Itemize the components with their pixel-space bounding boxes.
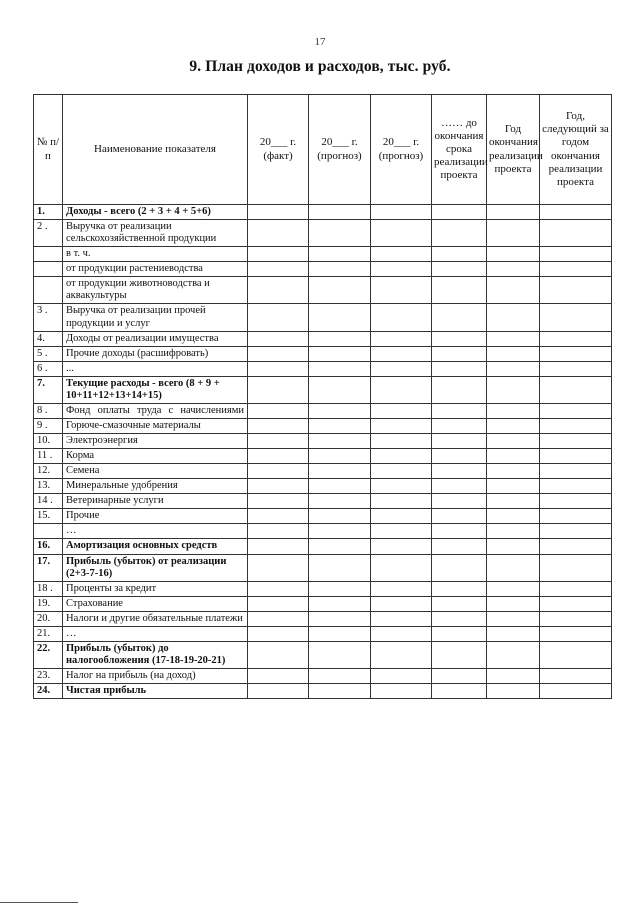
value-cell-year-forecast-2[interactable] xyxy=(371,524,432,539)
value-cell-year-forecast-1[interactable] xyxy=(309,361,371,376)
value-cell-until-project-end[interactable] xyxy=(432,434,487,449)
value-cell-year-forecast-2[interactable] xyxy=(371,376,432,403)
value-cell-year-fact[interactable] xyxy=(248,376,309,403)
value-cell-project-end-year[interactable] xyxy=(487,494,540,509)
value-cell-year-after-end[interactable] xyxy=(540,539,612,554)
value-cell-until-project-end[interactable] xyxy=(432,669,487,684)
value-cell-year-fact[interactable] xyxy=(248,331,309,346)
value-cell-project-end-year[interactable] xyxy=(487,331,540,346)
value-cell-year-after-end[interactable] xyxy=(540,376,612,403)
table-row xyxy=(34,596,612,611)
table-row xyxy=(34,581,612,596)
row-number: 18 . xyxy=(34,581,63,596)
value-cell-until-project-end[interactable] xyxy=(432,494,487,509)
value-cell-until-project-end[interactable] xyxy=(432,346,487,361)
value-cell-year-forecast-2[interactable] xyxy=(371,509,432,524)
value-cell-year-forecast-1[interactable] xyxy=(309,277,371,304)
value-cell-year-forecast-1[interactable] xyxy=(309,376,371,403)
row-number xyxy=(34,277,63,304)
value-cell-until-project-end[interactable] xyxy=(432,596,487,611)
value-cell-year-fact[interactable] xyxy=(248,403,309,418)
value-cell-year-forecast-2[interactable] xyxy=(371,479,432,494)
value-cell-year-after-end[interactable] xyxy=(540,205,612,220)
row-number xyxy=(34,524,63,539)
table-row xyxy=(34,684,612,699)
value-cell-year-after-end[interactable] xyxy=(540,403,612,418)
row-number: 7. xyxy=(34,376,63,403)
row-number: 4. xyxy=(34,331,63,346)
value-cell-year-forecast-2[interactable] xyxy=(371,684,432,699)
table-row xyxy=(34,277,612,304)
value-cell-year-fact[interactable] xyxy=(248,611,309,626)
value-cell-until-project-end[interactable] xyxy=(432,262,487,277)
value-cell-until-project-end[interactable] xyxy=(432,403,487,418)
table-body xyxy=(34,205,612,699)
row-indicator-name: Электроэнергия xyxy=(63,434,248,449)
row-number: 20. xyxy=(34,611,63,626)
value-cell-year-forecast-1[interactable] xyxy=(309,418,371,433)
value-cell-project-end-year[interactable] xyxy=(487,669,540,684)
value-cell-year-after-end[interactable] xyxy=(540,554,612,581)
row-indicator-name: Горюче-смазочные материалы xyxy=(63,418,248,433)
value-cell-year-forecast-2[interactable] xyxy=(371,494,432,509)
value-cell-year-after-end[interactable] xyxy=(540,464,612,479)
value-cell-year-after-end[interactable] xyxy=(540,262,612,277)
table-row xyxy=(34,449,612,464)
value-cell-project-end-year[interactable] xyxy=(487,449,540,464)
value-cell-year-after-end[interactable] xyxy=(540,524,612,539)
value-cell-until-project-end[interactable] xyxy=(432,449,487,464)
row-indicator-name: Прибыль (убыток) от реализации (2+3-7-16) xyxy=(63,554,248,581)
value-cell-year-forecast-2[interactable] xyxy=(371,554,432,581)
value-cell-year-fact[interactable] xyxy=(248,509,309,524)
value-cell-project-end-year[interactable] xyxy=(487,418,540,433)
row-indicator-name: Минеральные удобрения xyxy=(63,479,248,494)
table-row xyxy=(34,418,612,433)
value-cell-project-end-year[interactable] xyxy=(487,205,540,220)
value-cell-year-fact[interactable] xyxy=(248,479,309,494)
row-number: 8 . xyxy=(34,403,63,418)
value-cell-year-forecast-2[interactable] xyxy=(371,331,432,346)
value-cell-year-forecast-2[interactable] xyxy=(371,247,432,262)
value-cell-year-after-end[interactable] xyxy=(540,331,612,346)
value-cell-year-fact[interactable] xyxy=(248,418,309,433)
value-cell-project-end-year[interactable] xyxy=(487,277,540,304)
value-cell-project-end-year[interactable] xyxy=(487,596,540,611)
row-indicator-name: Выручка от реализации прочей продукции и услуг xyxy=(63,304,248,331)
row-indicator-name: Текущие расходы - всего (8 + 9 + 10+11+12+13+14+15) xyxy=(63,376,248,403)
value-cell-year-forecast-1[interactable] xyxy=(309,262,371,277)
row-indicator-name: Прибыль (убыток) до налогообложения (17-18-19-20-21) xyxy=(63,641,248,668)
row-indicator-name: в т. ч. xyxy=(63,247,248,262)
value-cell-until-project-end[interactable] xyxy=(432,220,487,247)
row-indicator-name: Фонд оплаты труда с начислениями xyxy=(63,403,248,418)
value-cell-year-fact[interactable] xyxy=(248,449,309,464)
value-cell-year-forecast-2[interactable] xyxy=(371,581,432,596)
value-cell-project-end-year[interactable] xyxy=(487,509,540,524)
row-number: 24. xyxy=(34,684,63,699)
table-row xyxy=(34,494,612,509)
row-number: 22. xyxy=(34,641,63,668)
row-indicator-name: Чистая прибыль xyxy=(63,684,248,699)
value-cell-project-end-year[interactable] xyxy=(487,611,540,626)
value-cell-year-forecast-1[interactable] xyxy=(309,205,371,220)
value-cell-project-end-year[interactable] xyxy=(487,403,540,418)
value-cell-project-end-year[interactable] xyxy=(487,247,540,262)
value-cell-year-forecast-1[interactable] xyxy=(309,220,371,247)
row-indicator-name: … xyxy=(63,626,248,641)
value-cell-year-after-end[interactable] xyxy=(540,418,612,433)
value-cell-year-forecast-1[interactable] xyxy=(309,494,371,509)
value-cell-year-after-end[interactable] xyxy=(540,277,612,304)
value-cell-until-project-end[interactable] xyxy=(432,626,487,641)
row-indicator-name: … xyxy=(63,524,248,539)
value-cell-year-fact[interactable] xyxy=(248,277,309,304)
row-indicator-name: Корма xyxy=(63,449,248,464)
value-cell-project-end-year[interactable] xyxy=(487,684,540,699)
row-number: 21. xyxy=(34,626,63,641)
value-cell-year-fact[interactable] xyxy=(248,205,309,220)
header-name: Наименование показателя xyxy=(63,95,248,205)
value-cell-year-after-end[interactable] xyxy=(540,596,612,611)
value-cell-project-end-year[interactable] xyxy=(487,304,540,331)
table-row xyxy=(34,434,612,449)
row-number: 13. xyxy=(34,479,63,494)
value-cell-year-forecast-1[interactable] xyxy=(309,539,371,554)
value-cell-year-after-end[interactable] xyxy=(540,684,612,699)
header-until-project-end: …… до окончания срока реализации проекта xyxy=(432,95,487,205)
row-indicator-name: Налоги и другие обязательные платежи xyxy=(63,611,248,626)
row-number: 1. xyxy=(34,205,63,220)
value-cell-year-forecast-1[interactable] xyxy=(309,611,371,626)
value-cell-year-after-end[interactable] xyxy=(540,479,612,494)
value-cell-year-fact[interactable] xyxy=(248,684,309,699)
value-cell-year-forecast-1[interactable] xyxy=(309,669,371,684)
table-row xyxy=(34,524,612,539)
value-cell-year-after-end[interactable] xyxy=(540,220,612,247)
value-cell-year-forecast-1[interactable] xyxy=(309,524,371,539)
value-cell-year-forecast-2[interactable] xyxy=(371,434,432,449)
row-indicator-name: от продукции животноводства и аквакультуры xyxy=(63,277,248,304)
value-cell-project-end-year[interactable] xyxy=(487,626,540,641)
value-cell-year-after-end[interactable] xyxy=(540,247,612,262)
table-row xyxy=(34,611,612,626)
table-header-row xyxy=(34,95,612,205)
value-cell-until-project-end[interactable] xyxy=(432,464,487,479)
header-year-after-end: Год, следующий за годом окончания реализации проекта xyxy=(540,95,612,205)
value-cell-year-forecast-2[interactable] xyxy=(371,626,432,641)
value-cell-year-forecast-2[interactable] xyxy=(371,669,432,684)
table-row xyxy=(34,509,612,524)
header-project-end-year: Год окончания реализации проекта xyxy=(487,95,540,205)
income-expense-table xyxy=(33,94,612,699)
value-cell-until-project-end[interactable] xyxy=(432,684,487,699)
row-number: 12. xyxy=(34,464,63,479)
value-cell-year-fact[interactable] xyxy=(248,539,309,554)
value-cell-year-forecast-1[interactable] xyxy=(309,554,371,581)
row-number: 10. xyxy=(34,434,63,449)
value-cell-year-forecast-2[interactable] xyxy=(371,641,432,668)
row-indicator-name: Доходы - всего (2 + 3 + 4 + 5+6) xyxy=(63,205,248,220)
value-cell-until-project-end[interactable] xyxy=(432,641,487,668)
row-indicator-name: Проценты за кредит xyxy=(63,581,248,596)
table-row xyxy=(34,304,612,331)
value-cell-until-project-end[interactable] xyxy=(432,611,487,626)
value-cell-until-project-end[interactable] xyxy=(432,277,487,304)
header-num: № п/п xyxy=(34,95,63,205)
document-title: 9. План доходов и расходов, тыс. руб. xyxy=(189,58,451,75)
row-number xyxy=(34,247,63,262)
table-row xyxy=(34,403,612,418)
value-cell-until-project-end[interactable] xyxy=(432,304,487,331)
row-number: 6 . xyxy=(34,361,63,376)
value-cell-year-forecast-2[interactable] xyxy=(371,403,432,418)
row-number: 3 . xyxy=(34,304,63,331)
value-cell-project-end-year[interactable] xyxy=(487,464,540,479)
table-row xyxy=(34,626,612,641)
value-cell-year-forecast-2[interactable] xyxy=(371,361,432,376)
value-cell-year-forecast-2[interactable] xyxy=(371,277,432,304)
row-indicator-name: Прочие xyxy=(63,509,248,524)
value-cell-year-fact[interactable] xyxy=(248,524,309,539)
row-number: 2 . xyxy=(34,220,63,247)
row-indicator-name: Ветеринарные услуги xyxy=(63,494,248,509)
value-cell-year-forecast-1[interactable] xyxy=(309,449,371,464)
value-cell-project-end-year[interactable] xyxy=(487,554,540,581)
value-cell-year-after-end[interactable] xyxy=(540,434,612,449)
value-cell-project-end-year[interactable] xyxy=(487,346,540,361)
table-row xyxy=(34,479,612,494)
value-cell-year-fact[interactable] xyxy=(248,220,309,247)
row-number xyxy=(34,262,63,277)
value-cell-year-after-end[interactable] xyxy=(540,669,612,684)
value-cell-year-fact[interactable] xyxy=(248,247,309,262)
table-row xyxy=(34,539,612,554)
row-indicator-name: Прочие доходы (расшифровать) xyxy=(63,346,248,361)
value-cell-year-forecast-1[interactable] xyxy=(309,509,371,524)
row-indicator-name: Семена xyxy=(63,464,248,479)
value-cell-year-forecast-2[interactable] xyxy=(371,418,432,433)
table-row xyxy=(34,247,612,262)
table-row xyxy=(34,205,612,220)
value-cell-year-forecast-1[interactable] xyxy=(309,464,371,479)
value-cell-year-fact[interactable] xyxy=(248,434,309,449)
value-cell-year-forecast-1[interactable] xyxy=(309,434,371,449)
value-cell-year-fact[interactable] xyxy=(248,581,309,596)
row-indicator-name: Страхование xyxy=(63,596,248,611)
value-cell-year-forecast-2[interactable] xyxy=(371,596,432,611)
value-cell-year-after-end[interactable] xyxy=(540,626,612,641)
value-cell-year-forecast-2[interactable] xyxy=(371,220,432,247)
row-number: 15. xyxy=(34,509,63,524)
value-cell-year-forecast-1[interactable] xyxy=(309,641,371,668)
value-cell-year-after-end[interactable] xyxy=(540,346,612,361)
value-cell-project-end-year[interactable] xyxy=(487,434,540,449)
value-cell-project-end-year[interactable] xyxy=(487,220,540,247)
row-number: 9 . xyxy=(34,418,63,433)
value-cell-year-fact[interactable] xyxy=(248,641,309,668)
value-cell-year-forecast-2[interactable] xyxy=(371,304,432,331)
value-cell-year-forecast-2[interactable] xyxy=(371,205,432,220)
row-indicator-name: от продукции растениеводства xyxy=(63,262,248,277)
value-cell-until-project-end[interactable] xyxy=(432,581,487,596)
value-cell-year-fact[interactable] xyxy=(248,346,309,361)
value-cell-until-project-end[interactable] xyxy=(432,205,487,220)
value-cell-until-project-end[interactable] xyxy=(432,247,487,262)
value-cell-year-forecast-1[interactable] xyxy=(309,684,371,699)
value-cell-year-fact[interactable] xyxy=(248,262,309,277)
row-number: 19. xyxy=(34,596,63,611)
value-cell-until-project-end[interactable] xyxy=(432,539,487,554)
value-cell-until-project-end[interactable] xyxy=(432,554,487,581)
row-number: 14 . xyxy=(34,494,63,509)
value-cell-year-forecast-2[interactable] xyxy=(371,611,432,626)
value-cell-project-end-year[interactable] xyxy=(487,539,540,554)
header-year-forecast-1: 20___ г. (прогноз) xyxy=(309,95,371,205)
row-number: 5 . xyxy=(34,346,63,361)
row-number: 23. xyxy=(34,669,63,684)
table-row xyxy=(34,464,612,479)
value-cell-year-forecast-2[interactable] xyxy=(371,346,432,361)
table-row xyxy=(34,554,612,581)
value-cell-until-project-end[interactable] xyxy=(432,509,487,524)
row-indicator-name: Амортизация основных средств xyxy=(63,539,248,554)
value-cell-year-forecast-1[interactable] xyxy=(309,247,371,262)
value-cell-until-project-end[interactable] xyxy=(432,376,487,403)
table-row xyxy=(34,376,612,403)
value-cell-year-forecast-1[interactable] xyxy=(309,479,371,494)
value-cell-year-forecast-1[interactable] xyxy=(309,403,371,418)
value-cell-year-fact[interactable] xyxy=(248,464,309,479)
value-cell-year-forecast-2[interactable] xyxy=(371,464,432,479)
value-cell-year-fact[interactable] xyxy=(248,596,309,611)
value-cell-year-after-end[interactable] xyxy=(540,581,612,596)
value-cell-year-after-end[interactable] xyxy=(540,611,612,626)
value-cell-year-fact[interactable] xyxy=(248,554,309,581)
value-cell-until-project-end[interactable] xyxy=(432,479,487,494)
table-row xyxy=(34,641,612,668)
table-row xyxy=(34,346,612,361)
table-row xyxy=(34,669,612,684)
value-cell-year-fact[interactable] xyxy=(248,669,309,684)
value-cell-year-forecast-2[interactable] xyxy=(371,539,432,554)
value-cell-year-fact[interactable] xyxy=(248,361,309,376)
value-cell-project-end-year[interactable] xyxy=(487,262,540,277)
value-cell-until-project-end[interactable] xyxy=(432,418,487,433)
value-cell-year-fact[interactable] xyxy=(248,304,309,331)
value-cell-year-after-end[interactable] xyxy=(540,304,612,331)
value-cell-project-end-year[interactable] xyxy=(487,376,540,403)
value-cell-until-project-end[interactable] xyxy=(432,331,487,346)
value-cell-until-project-end[interactable] xyxy=(432,361,487,376)
row-indicator-name: Выручка от реализации сельскохозяйственной продукции xyxy=(63,220,248,247)
value-cell-year-fact[interactable] xyxy=(248,494,309,509)
value-cell-year-after-end[interactable] xyxy=(540,509,612,524)
value-cell-year-fact[interactable] xyxy=(248,626,309,641)
value-cell-year-forecast-1[interactable] xyxy=(309,331,371,346)
value-cell-year-after-end[interactable] xyxy=(540,641,612,668)
value-cell-year-forecast-1[interactable] xyxy=(309,304,371,331)
value-cell-year-forecast-1[interactable] xyxy=(309,581,371,596)
value-cell-year-forecast-1[interactable] xyxy=(309,346,371,361)
footer-rule xyxy=(0,902,78,903)
value-cell-project-end-year[interactable] xyxy=(487,524,540,539)
table-row xyxy=(34,262,612,277)
header-year-fact: 20___ г. (факт) xyxy=(248,95,309,205)
value-cell-project-end-year[interactable] xyxy=(487,479,540,494)
row-indicator-name: Доходы от реализации имущества xyxy=(63,331,248,346)
row-number: 17. xyxy=(34,554,63,581)
value-cell-year-forecast-1[interactable] xyxy=(309,596,371,611)
value-cell-year-forecast-1[interactable] xyxy=(309,626,371,641)
value-cell-project-end-year[interactable] xyxy=(487,641,540,668)
row-number: 11 . xyxy=(34,449,63,464)
row-indicator-name: ... xyxy=(63,361,248,376)
value-cell-year-forecast-2[interactable] xyxy=(371,262,432,277)
value-cell-project-end-year[interactable] xyxy=(487,581,540,596)
value-cell-until-project-end[interactable] xyxy=(432,524,487,539)
value-cell-project-end-year[interactable] xyxy=(487,361,540,376)
value-cell-year-after-end[interactable] xyxy=(540,494,612,509)
row-indicator-name: Налог на прибыль (на доход) xyxy=(63,669,248,684)
row-number: 16. xyxy=(34,539,63,554)
value-cell-year-after-end[interactable] xyxy=(540,361,612,376)
page-number: 17 xyxy=(314,36,326,48)
value-cell-year-forecast-2[interactable] xyxy=(371,449,432,464)
table-row xyxy=(34,220,612,247)
table-row xyxy=(34,331,612,346)
table-row xyxy=(34,361,612,376)
header-year-forecast-2: 20___ г. (прогноз) xyxy=(371,95,432,205)
value-cell-year-after-end[interactable] xyxy=(540,449,612,464)
